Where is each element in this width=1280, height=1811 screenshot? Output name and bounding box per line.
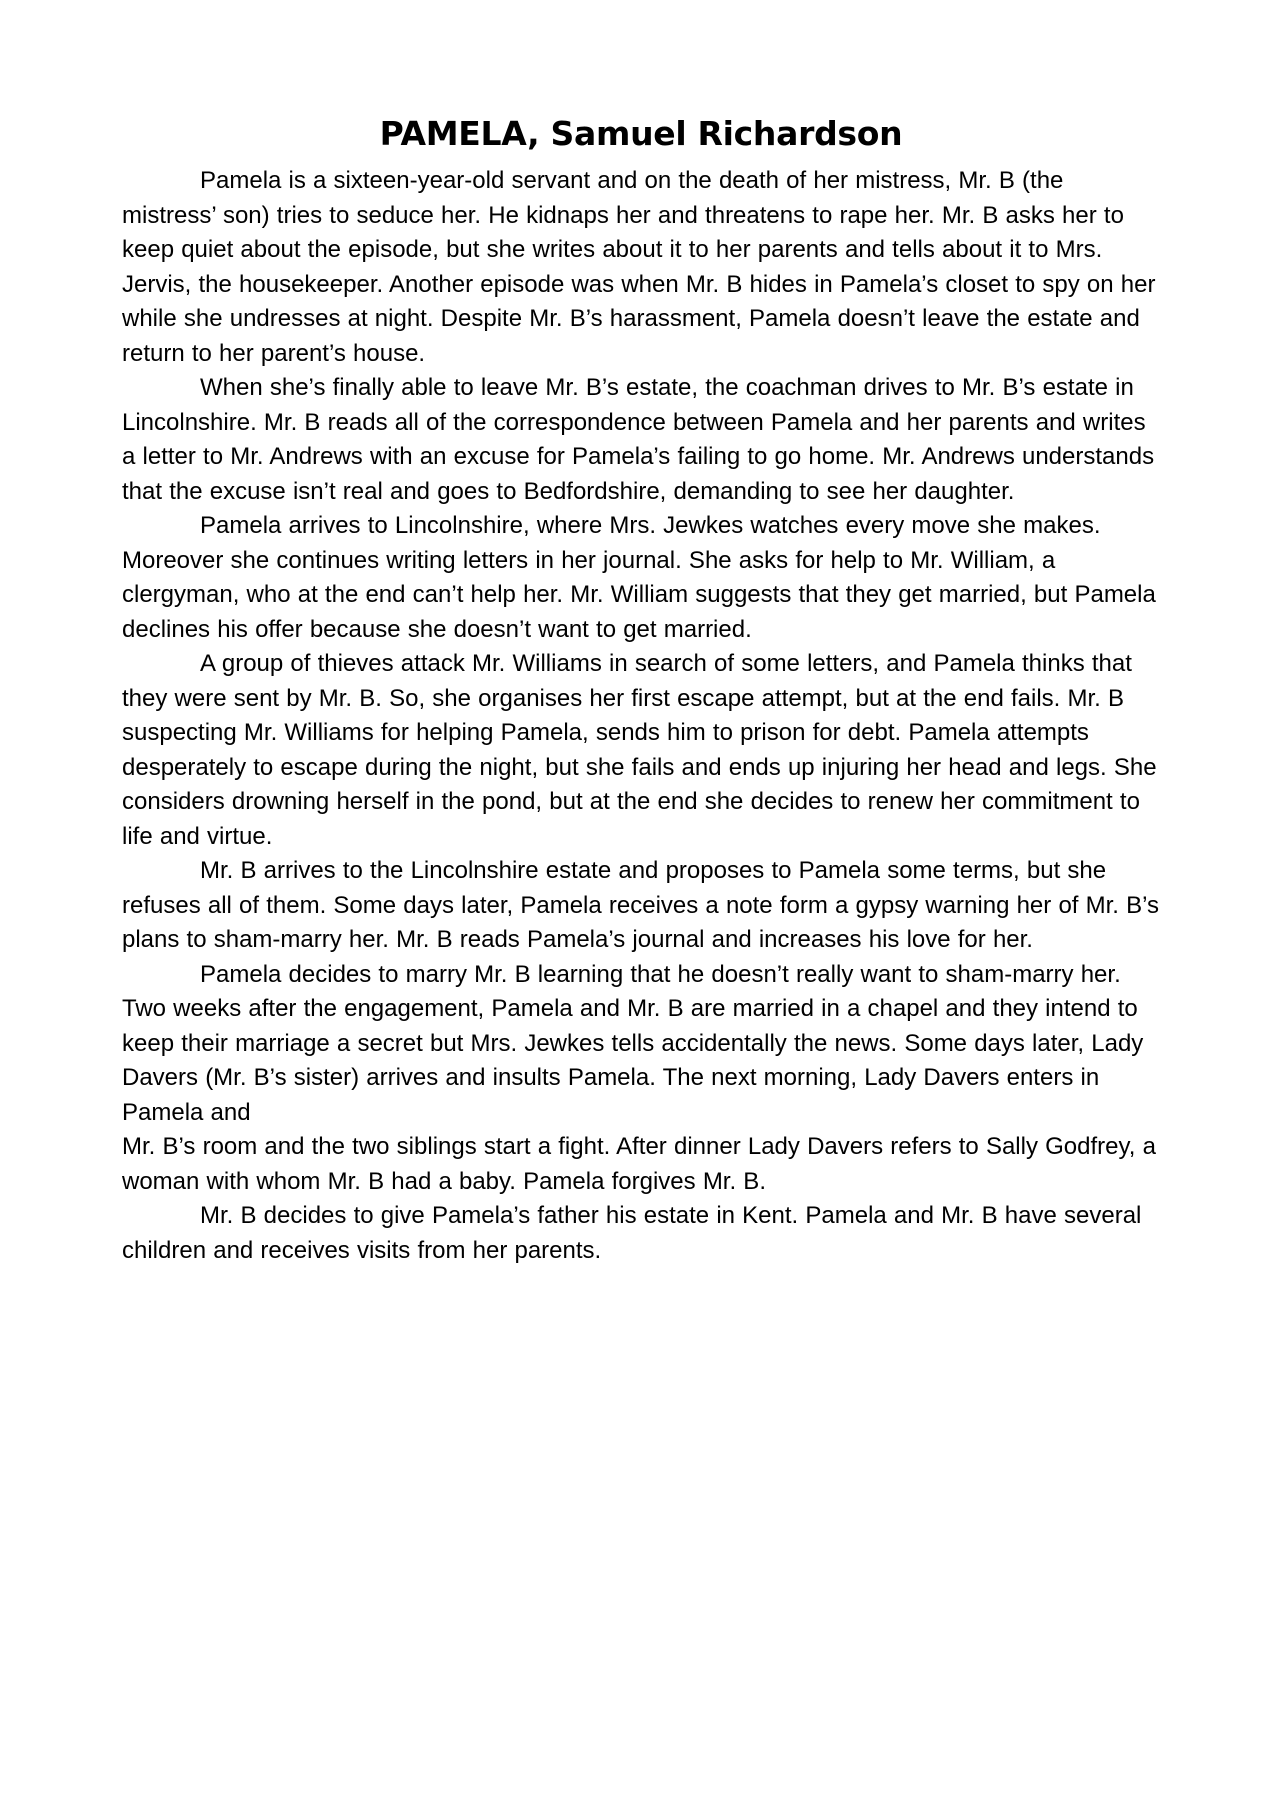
paragraph-continuation: Mr. B’s room and the two siblings start a fight. After dinner Lady Davers refers to Sally Godfrey, a woman with whom Mr. B had a baby. Pamela forgives Mr. B. xyxy=(122,1133,1156,1195)
paragraph: Mr. B decides to give Pamela’s father his estate in Kent. Pamela and Mr. B have several children and receives visits from her parents. xyxy=(122,1202,1142,1264)
paragraph: Mr. B arrives to the Lincolnshire estate and proposes to Pamela some terms, but she refuses all of them. Some days later, Pamela receives a note form a gypsy warning her of Mr. B’s plans to sham-marry her. Mr. B reads Pamela’s journal and increases his love for her. xyxy=(122,857,1160,953)
paragraph: When she’s finally able to leave Mr. B’s estate, the coachman drives to Mr. B’s estate in Lincolnshire. Mr. B reads all of the correspondence between Pamela and her parents and writes a letter to Mr. Andrews with an excuse for Pamela’s failing to go home. Mr. Andrews understands that the excuse isn’t real and goes to Bedfordshire, demanding to see her daughter. xyxy=(122,374,1155,505)
paragraph: Pamela decides to marry Mr. B learning that he doesn’t really want to sham-marry her. Two weeks after the engagement, Pamela and Mr. B are married in a chapel and they intend to keep their marriage a secret but Mrs. Jewkes tells accidentally the news. Some days later, Lady Davers (Mr. B’s sister) arrives and insults Pamela. The next morning, Lady Davers enters in Pamela and xyxy=(122,960,1144,1126)
document-title: PAMELA, Samuel Richardson xyxy=(379,114,903,153)
document-body xyxy=(122,164,1160,1268)
paragraph: A group of thieves attack Mr. Williams in search of some letters, and Pamela thinks that they were sent by Mr. B. So, she organises her first escape attempt, but at the end fails. Mr. B suspecting Mr. Williams for helping Pamela, sends him to prison for debt. Pamela attempts desperately to escape during the night, but she fails and ends up injuring her head and legs. She considers drowning herself in the pond, but at the end she decides to renew her commitment to life and virtue. xyxy=(122,650,1157,850)
paragraph: Pamela arrives to Lincolnshire, where Mrs. Jewkes watches every move she makes. Moreover she continues writing letters in her journal. She asks for help to Mr. William, a clergyman, who at the end can’t help her. Mr. William suggests that they get married, but Pamela declines his offer because she doesn’t want to get married. xyxy=(122,512,1156,643)
paragraph: Pamela is a sixteen-year-old servant and on the death of her mistress, Mr. B (the mistress’ son) tries to seduce her. He kidnaps her and threatens to rape her. Mr. B asks her to keep quiet about the episode, but she writes about it to her parents and tells about it to Mrs. Jervis, the housekeeper. Another episode was when Mr. B hides in Pamela’s closet to spy on her while she undresses at night. Despite Mr. B’s harassment, Pamela doesn’t leave the estate and return to her parent’s house. xyxy=(122,167,1156,367)
